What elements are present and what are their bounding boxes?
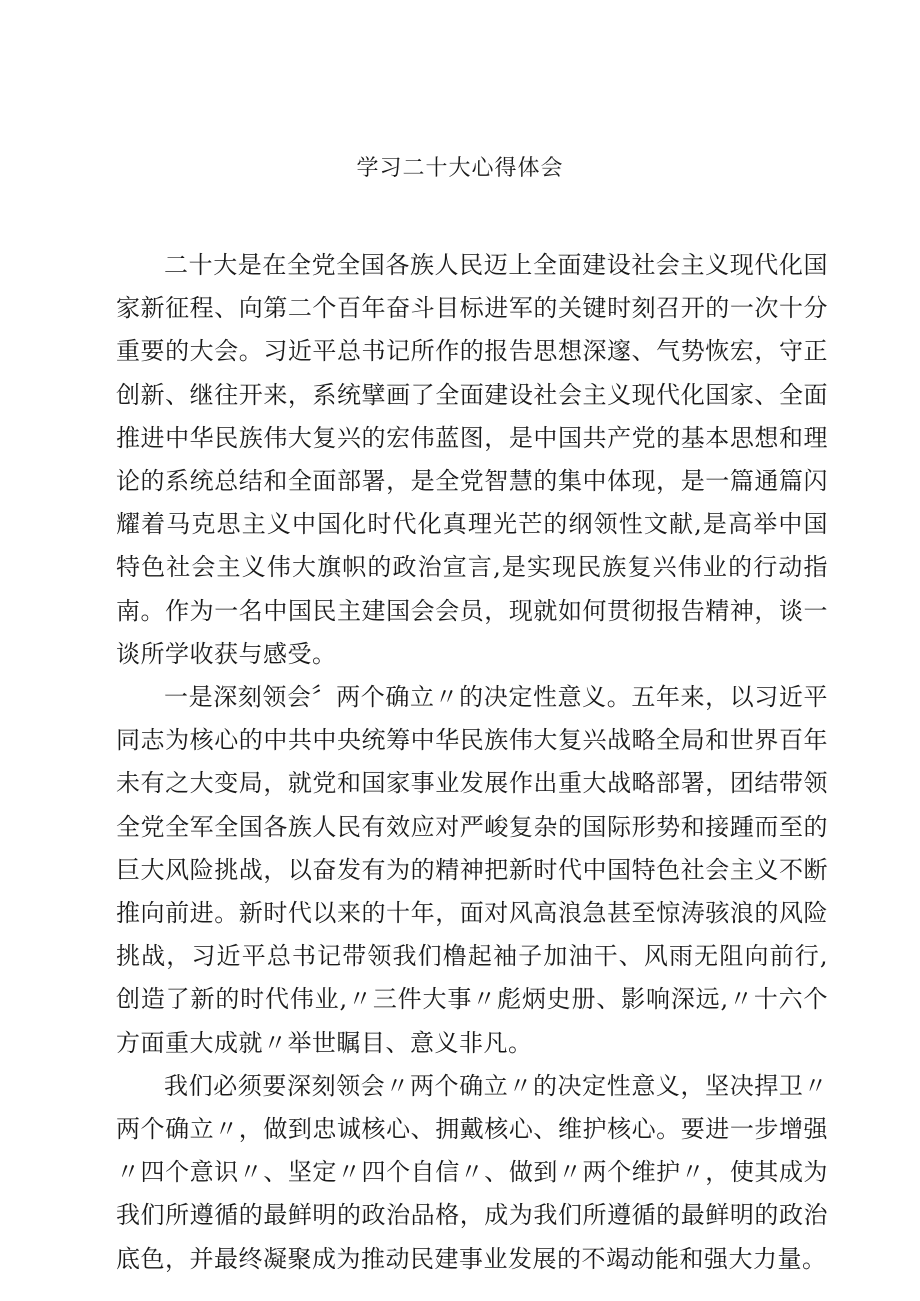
paragraph-conclusion: 我们必须要深刻领会〃两个确立〃的决定性意义，坚决捍卫〃两个确立〃，做到忠诚核心、拥戴核心、维护核心。要进一步增强〃四个意识〃、坚定〃四个自信〃、做到〃两个维护〃，使其成为我们所遵循的最鲜明的政治品格，成为我们所遵循的最鲜明的政治底色，并最终凝聚成为推动民建事业发展的不竭动能和强大力量。 [116,1071,828,1273]
document-title: 学习二十大心得体会 [356,156,564,181]
document-body [116,244,828,1281]
paragraph-intro: 二十大是在全党全国各族人民迈上全面建设社会主义现代化国家新征程、向第二个百年奋斗目标进军的关键时刻召开的一次十分重要的大会。习近平总书记所作的报告思想深邃、气势恢宏，守正创新、继往开来，系统擘画了全面建设社会主义现代化国家、全面推进中华民族伟大复兴的宏伟蓝图，是中国共产党的基本思想和理论的系统总结和全面部署，是全党智慧的集中体现，是一篇通篇闪耀着马克思主义中国化时代化真理光芒的纲领性文献,是高举中国特色社会主义伟大旗帜的政治宣言,是实现民族复兴伟业的行动指南。作为一名中国民主建国会会员，现就如何贯彻报告精神，谈一谈所学收获与感受。 [116,251,828,668]
paragraph-point-one: 一是深刻领会〞两个确立〃的决定性意义。五年来，以习近平同志为核心的中共中央统筹中华民族伟大复兴战略全局和世界百年未有之大变局，就党和国家事业发展作出重大战略部署，团结带领全党全军全国各族人民有效应对严峻复杂的国际形势和接踵而至的巨大风险挑战，以奋发有为的精神把新时代中国特色社会主义不断推向前进。新时代以来的十年，面对风高浪急甚至惊涛骇浪的风险挑战，习近平总书记带领我们橹起袖子加油干、风雨无阻向前行,创造了新的时代伟业,〃三件大事〃彪炳史册、影响深远,〃十六个方面重大成就〃举世瞩目、意义非凡。 [116,683,828,1057]
